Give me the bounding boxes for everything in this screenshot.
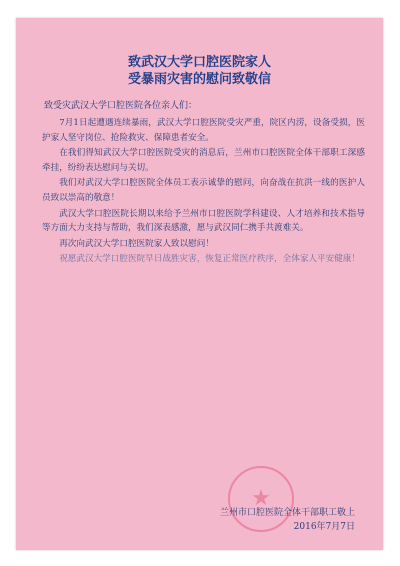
paragraph-2: 在我们得知武汉大学口腔医院受灾的消息后，兰州市口腔医院全体干部职工深感牵挂，纷纷表达慰问与关切。 (42, 148, 365, 173)
paragraph-6: 祝愿武汉大学口腔医院早日战胜灾害，恢复正常医疗秩序，全体家人平安健康！ (59, 254, 360, 265)
paragraph-5: 再次向武汉大学口腔医院家人致以慰问！ (59, 238, 214, 249)
seal-star-icon: ★ (251, 486, 271, 511)
signature-block (220, 506, 355, 534)
letter-sheet (16, 18, 383, 550)
title-line-1: 致武汉大学口腔医院家人 (127, 55, 271, 70)
letter-body (42, 116, 365, 268)
sign-date: 2016年7月7日 (293, 522, 355, 532)
paragraph-3: 我们对武汉大学口腔医院全体员工表示诚挚的慰问，向奋战在抗洪一线的医护人员致以崇高的敬意！ (42, 178, 365, 203)
letter-title (16, 54, 383, 88)
paragraph-4: 武汉大学口腔医院长期以来给予兰州市口腔医院学科建设、人才培养和技术指导等方面大力支持与帮助，我们深表感激，愿与武汉同仁携手共渡难关。 (42, 208, 365, 234)
sign-org: 兰州市口腔医院全体干部职工敬上 (219, 508, 355, 518)
greeting: 致受灾武汉大学口腔医院各位亲人们： (44, 101, 198, 111)
title-line-2: 受暴雨灾害的慰问致敬信 (127, 72, 271, 87)
paragraph-1: 7月1日起遭遇连续暴雨，武汉大学口腔医院受灾严重，院区内涝，设备受损，医护家人坚守岗位、抢险救灾、保障患者安全。 (42, 118, 365, 143)
